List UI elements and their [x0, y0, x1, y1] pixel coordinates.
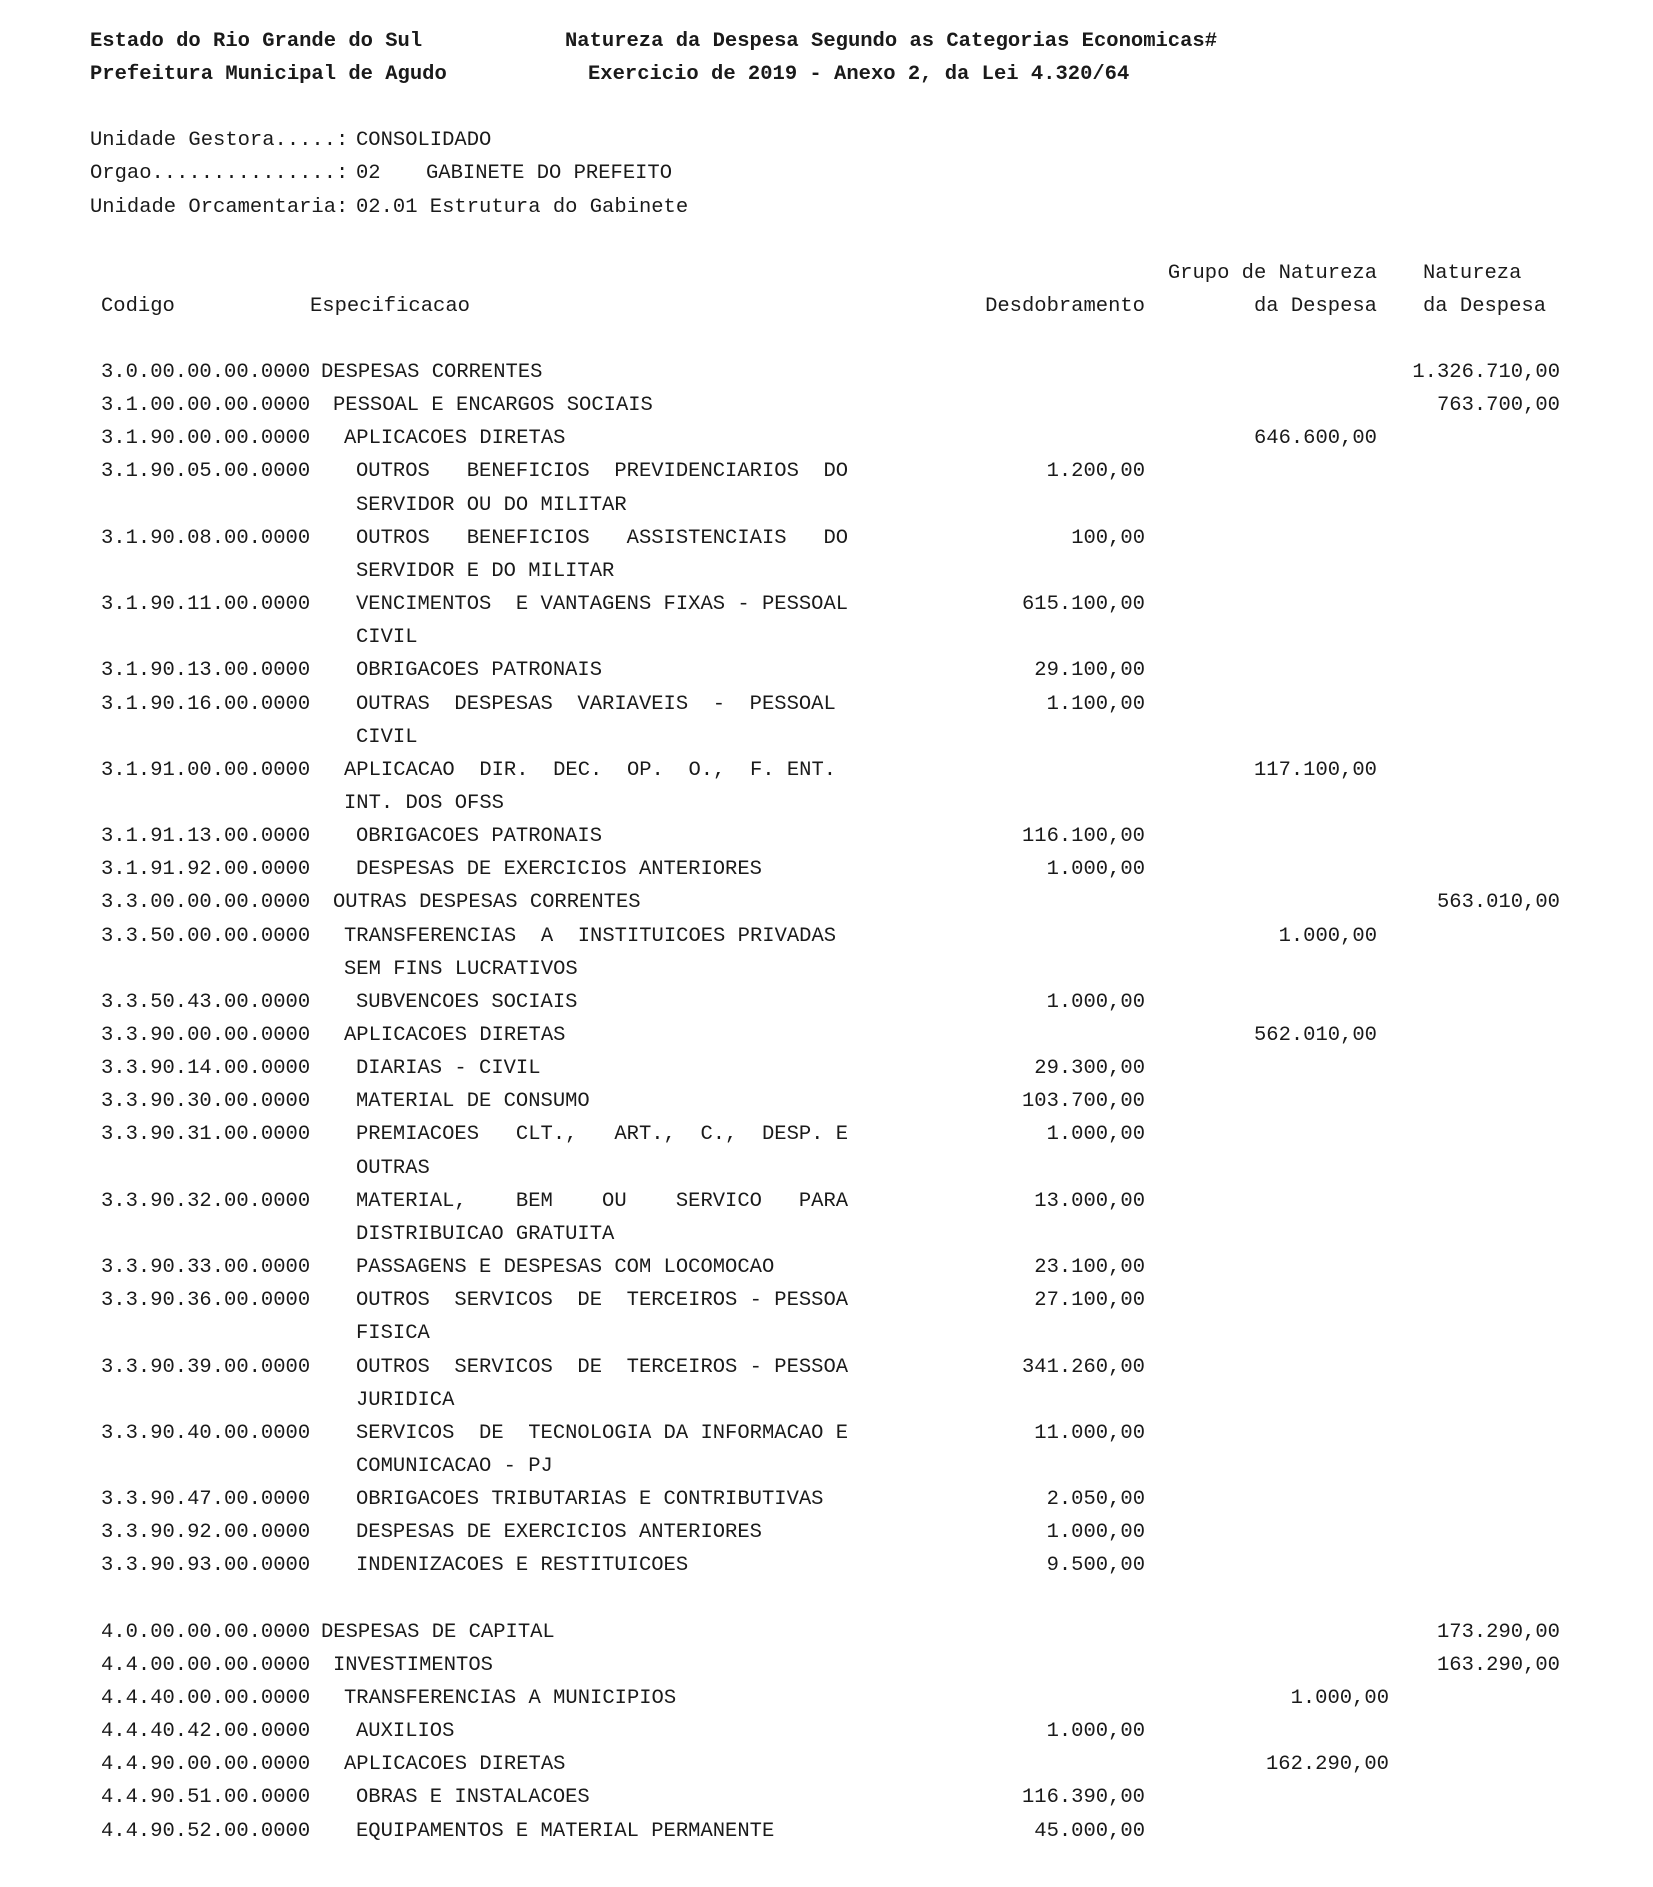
row-code: 3.3.90.30.00.0000 — [101, 1090, 311, 1114]
row-description: EQUIPAMENTOS E MATERIAL PERMANENTE — [356, 1819, 775, 1843]
row-description: JURIDICA — [356, 1388, 455, 1412]
state-name: Estado do Rio Grande do Sul — [90, 30, 423, 53]
row-description: OUTROS BENEFICIOS PREVIDENCIARIOS DO — [356, 460, 849, 484]
row-code: 3.3.90.14.00.0000 — [101, 1057, 311, 1081]
row-desdobramento: 23.100,00 — [1034, 1256, 1145, 1280]
row-grupo-natureza: 1.000,00 — [1278, 924, 1377, 948]
row-code: 3.3.90.40.00.0000 — [101, 1421, 311, 1445]
col-header-especificacao: Especificacao — [310, 295, 470, 318]
row-desdobramento: 116.100,00 — [1021, 825, 1145, 849]
row-code: 4.4.40.00.00.0000 — [101, 1687, 311, 1710]
row-desdobramento: 116.390,00 — [1021, 1786, 1145, 1810]
row-code: 3.3.90.93.00.0000 — [101, 1554, 311, 1578]
row-natureza-despesa: 163.290,00 — [1436, 1653, 1560, 1677]
row-description: OUTRAS DESPESAS CORRENTES — [333, 891, 641, 915]
row-code: 4.4.00.00.00.0000 — [101, 1653, 311, 1677]
unidade-orcamentaria-value: 02.01 Estrutura do Gabinete — [356, 196, 689, 219]
row-description: OBRIGACOES TRIBUTARIAS E CONTRIBUTIVAS — [356, 1488, 824, 1512]
row-code: 3.3.50.43.00.0000 — [101, 990, 311, 1014]
row-desdobramento: 1.000,00 — [1046, 990, 1145, 1014]
row-natureza-despesa: 563.010,00 — [1436, 891, 1560, 915]
row-code: 3.1.90.11.00.0000 — [101, 593, 311, 617]
row-code: 3.1.91.00.00.0000 — [101, 758, 311, 782]
row-code: 3.3.90.36.00.0000 — [101, 1289, 311, 1313]
row-code: 3.1.91.13.00.0000 — [101, 825, 311, 849]
row-description: VENCIMENTOS E VANTAGENS FIXAS - PESSOAL — [356, 593, 849, 617]
row-code: 4.4.90.00.00.0000 — [101, 1753, 311, 1777]
row-description: SERVIDOR E DO MILITAR — [356, 559, 615, 583]
row-description: AUXILIOS — [356, 1720, 455, 1744]
row-desdobramento: 1.000,00 — [1046, 858, 1145, 882]
row-desdobramento: 615.100,00 — [1021, 593, 1145, 617]
row-code: 3.3.50.00.00.0000 — [101, 924, 311, 948]
row-description: SERVICOS DE TECNOLOGIA DA INFORMACAO E — [356, 1421, 849, 1445]
row-description: INVESTIMENTOS — [333, 1653, 493, 1677]
row-code: 3.3.90.39.00.0000 — [101, 1355, 311, 1379]
orgao-name: GABINETE DO PREFEITO — [426, 162, 673, 185]
prefecture-name: Prefeitura Municipal de Agudo — [90, 63, 447, 86]
row-description: SEM FINS LUCRATIVOS — [344, 957, 578, 981]
row-code: 3.3.90.32.00.0000 — [101, 1189, 311, 1213]
row-code: 3.1.90.13.00.0000 — [101, 659, 311, 683]
col-header-desdobramento: Desdobramento — [985, 295, 1145, 318]
row-desdobramento: 13.000,00 — [1034, 1189, 1145, 1213]
row-description: APLICACOES DIRETAS — [344, 427, 566, 451]
row-desdobramento: 103.700,00 — [1021, 1090, 1145, 1114]
row-desdobramento: 29.300,00 — [1034, 1057, 1145, 1081]
row-desdobramento: 341.260,00 — [1021, 1355, 1145, 1379]
row-grupo-natureza: 646.600,00 — [1253, 427, 1377, 451]
row-desdobramento: 1.000,00 — [1046, 1521, 1145, 1545]
row-description: INDENIZACOES E RESTITUICOES — [356, 1554, 689, 1578]
row-desdobramento: 1.100,00 — [1046, 692, 1145, 716]
row-code: 4.4.40.42.00.0000 — [101, 1720, 311, 1744]
row-description: FISICA — [356, 1322, 430, 1346]
report-title: Natureza da Despesa Segundo as Categorias Economicas# — [565, 30, 1218, 53]
row-code: 3.1.90.08.00.0000 — [101, 526, 311, 550]
row-desdobramento: 1.200,00 — [1046, 460, 1145, 484]
row-code: 3.1.90.05.00.0000 — [101, 460, 311, 484]
row-description: DISTRIBUICAO GRATUITA — [356, 1222, 615, 1246]
row-desdobramento: 9.500,00 — [1046, 1554, 1145, 1578]
report-subtitle: Exercicio de 2019 - Anexo 2, da Lei 4.320/64 — [588, 63, 1130, 86]
row-natureza-despesa: 763.700,00 — [1436, 394, 1560, 418]
row-desdobramento: 100,00 — [1071, 526, 1145, 550]
col-header-grupo-line1: Grupo de Natureza — [1167, 262, 1377, 285]
unidade-gestora-value: CONSOLIDADO — [356, 129, 492, 152]
row-description: MATERIAL, BEM OU SERVICO PARA — [356, 1189, 849, 1213]
row-description: TRANSFERENCIAS A MUNICIPIOS — [344, 1687, 677, 1710]
row-grupo-natureza: 162.290,00 — [1265, 1753, 1389, 1777]
row-description: PREMIACOES CLT., ART., C., DESP. E — [356, 1123, 849, 1147]
row-natureza-despesa: 1.326.710,00 — [1412, 361, 1560, 384]
row-grupo-natureza: 1.000,00 — [1290, 1687, 1389, 1710]
row-description: INT. DOS OFSS — [344, 791, 504, 815]
row-code: 3.1.90.16.00.0000 — [101, 692, 311, 716]
unidade-orcamentaria-label: Unidade Orcamentaria: — [90, 196, 349, 219]
row-description: OBRIGACOES PATRONAIS — [356, 659, 603, 683]
row-description: APLICACOES DIRETAS — [344, 1024, 566, 1047]
row-desdobramento: 1.000,00 — [1046, 1123, 1145, 1147]
row-code: 4.4.90.51.00.0000 — [101, 1786, 311, 1810]
row-description: OUTRAS DESPESAS VARIAVEIS - PESSOAL — [356, 692, 836, 716]
row-code: 3.3.90.92.00.0000 — [101, 1521, 311, 1545]
row-desdobramento: 2.050,00 — [1046, 1488, 1145, 1512]
row-description: OUTROS SERVICOS DE TERCEIROS - PESSOA — [356, 1289, 849, 1313]
row-desdobramento: 27.100,00 — [1034, 1289, 1145, 1313]
row-desdobramento: 11.000,00 — [1034, 1421, 1145, 1445]
row-code: 3.3.00.00.00.0000 — [101, 891, 311, 915]
row-description: CIVIL — [356, 725, 418, 749]
row-description: CIVIL — [356, 626, 418, 650]
row-description: OUTROS BENEFICIOS ASSISTENCIAIS DO — [356, 526, 849, 550]
row-description: OBRAS E INSTALACOES — [356, 1786, 590, 1810]
row-desdobramento: 29.100,00 — [1034, 659, 1145, 683]
col-header-grupo-line2: da Despesa — [1253, 295, 1377, 318]
row-desdobramento: 45.000,00 — [1034, 1819, 1145, 1843]
row-code: 3.3.90.33.00.0000 — [101, 1256, 311, 1280]
row-description: APLICACOES DIRETAS — [344, 1753, 566, 1777]
row-description: DESPESAS DE EXERCICIOS ANTERIORES — [356, 1521, 762, 1545]
row-code: 3.3.90.00.00.0000 — [101, 1024, 311, 1047]
orgao-code: 02 — [356, 162, 381, 185]
row-natureza-despesa: 173.290,00 — [1436, 1620, 1560, 1644]
row-description: APLICACAO DIR. DEC. OP. O., F. ENT. — [344, 758, 837, 782]
row-description: DIARIAS - CIVIL — [356, 1057, 541, 1081]
row-grupo-natureza: 117.100,00 — [1253, 758, 1377, 782]
row-description: DESPESAS DE EXERCICIOS ANTERIORES — [356, 858, 762, 882]
col-header-codigo: Codigo — [101, 295, 175, 318]
row-code: 3.0.00.00.00.0000 — [101, 361, 311, 384]
row-code: 3.1.00.00.00.0000 — [101, 394, 311, 418]
row-description: COMUNICACAO - PJ — [356, 1454, 553, 1478]
row-description: TRANSFERENCIAS A INSTITUICOES PRIVADAS — [344, 924, 837, 948]
row-description: OUTROS SERVICOS DE TERCEIROS - PESSOA — [356, 1355, 849, 1379]
orgao-label: Orgao...............: — [90, 162, 349, 185]
row-description: SUBVENCOES SOCIAIS — [356, 990, 578, 1014]
unidade-gestora-label: Unidade Gestora.....: — [90, 129, 349, 152]
row-description: OBRIGACOES PATRONAIS — [356, 825, 603, 849]
row-code: 3.1.90.00.00.0000 — [101, 427, 311, 451]
row-description: MATERIAL DE CONSUMO — [356, 1090, 590, 1114]
col-header-natureza-line2: da Despesa — [1423, 295, 1547, 318]
row-code: 3.3.90.31.00.0000 — [101, 1123, 311, 1147]
row-description: SERVIDOR OU DO MILITAR — [356, 493, 627, 517]
row-code: 3.3.90.47.00.0000 — [101, 1488, 311, 1512]
row-code: 4.4.90.52.00.0000 — [101, 1819, 311, 1843]
row-grupo-natureza: 562.010,00 — [1253, 1024, 1377, 1047]
row-code: 4.0.00.00.00.0000 — [101, 1620, 311, 1644]
row-description: DESPESAS DE CAPITAL — [321, 1620, 555, 1644]
row-code: 3.1.91.92.00.0000 — [101, 858, 311, 882]
row-description: OUTRAS — [356, 1156, 430, 1180]
row-description: PESSOAL E ENCARGOS SOCIAIS — [333, 394, 653, 418]
row-description: PASSAGENS E DESPESAS COM LOCOMOCAO — [356, 1256, 775, 1280]
col-header-natureza-line1: Natureza — [1423, 262, 1522, 285]
row-desdobramento: 1.000,00 — [1046, 1720, 1145, 1744]
row-description: DESPESAS CORRENTES — [321, 361, 543, 384]
